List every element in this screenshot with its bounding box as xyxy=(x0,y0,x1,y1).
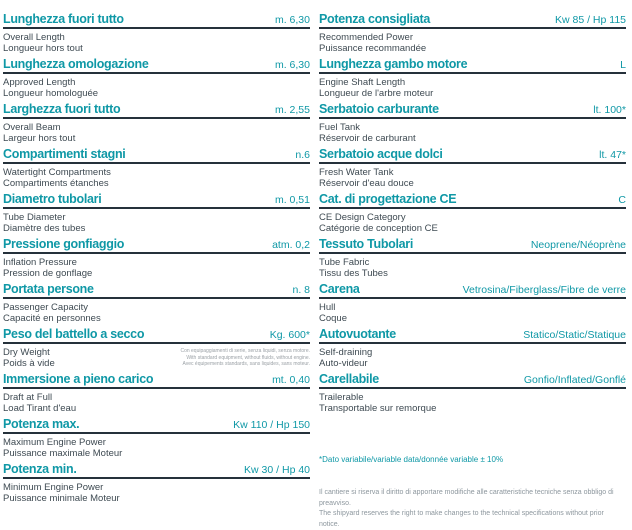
spec-row-draft xyxy=(3,372,310,417)
spec-value: Kw 30 / Hp 40 xyxy=(244,464,310,476)
spec-fr: Puissance maximale Moteur xyxy=(3,448,123,459)
spec-title: Carena xyxy=(319,282,360,296)
spec-title: Immersione a pieno carico xyxy=(3,372,154,386)
divider xyxy=(319,387,626,389)
divider xyxy=(3,432,310,434)
spec-title: Potenza max. xyxy=(3,417,80,431)
spec-title: Pressione gonfiaggio xyxy=(3,237,125,251)
spec-title: Cat. di progettazione CE xyxy=(319,192,457,206)
spec-title: Autovuotante xyxy=(319,327,396,341)
spec-fr: Tissu des Tubes xyxy=(319,268,388,279)
divider xyxy=(3,72,310,74)
spec-row-ce-category xyxy=(319,192,626,237)
spec-fr: Réservoir d'eau douce xyxy=(319,178,414,189)
spec-value: atm. 0,2 xyxy=(272,239,310,251)
spec-title: Peso del battello a secco xyxy=(3,327,145,341)
spec-row-tube-fabric xyxy=(319,237,626,282)
spec-en: Fresh Water Tank xyxy=(319,167,394,178)
spec-fr: Réservoir de carburant xyxy=(319,133,416,144)
spec-fr: Puissance minimale Moteur xyxy=(3,493,120,504)
divider xyxy=(319,162,626,164)
spec-row-shaft-length xyxy=(319,57,626,102)
spec-fr: Compartiments étanches xyxy=(3,178,109,189)
spec-title: Lunghezza omologazione xyxy=(3,57,149,71)
disclaimer-it: Il cantiere si riserva il diritto di apportare modifiche alle caratteristiche tecniche senza obbligo di preavviso. xyxy=(319,489,614,507)
spec-fr: Coque xyxy=(319,313,347,324)
spec-value: m. 6,30 xyxy=(274,14,310,26)
spec-en: Fuel Tank xyxy=(319,122,361,133)
spec-value: L xyxy=(620,59,626,71)
spec-en: Hull xyxy=(319,302,336,313)
divider xyxy=(319,72,626,74)
spec-title: Lunghezza fuori tutto xyxy=(3,12,124,26)
spec-title: Lunghezza gambo motore xyxy=(319,57,468,71)
divider xyxy=(3,252,310,254)
spec-en: Passenger Capacity xyxy=(3,302,89,313)
spec-fr: Pression de gonflage xyxy=(3,268,93,279)
spec-row-fuel-tank xyxy=(319,102,626,147)
divider xyxy=(3,477,310,479)
spec-fr: Longueur de l'arbre moteur xyxy=(319,88,434,99)
spec-value: lt. 100* xyxy=(593,104,626,116)
divider xyxy=(319,27,626,29)
spec-title: Diametro tubolari xyxy=(3,192,102,206)
divider xyxy=(3,207,310,209)
spec-value: Neoprene/Néoprène xyxy=(530,239,626,251)
spec-row-overall-beam xyxy=(3,102,310,147)
spec-en: Trailerable xyxy=(319,392,364,403)
spec-column-right xyxy=(319,12,626,530)
spec-en: Inflation Pressure xyxy=(3,257,77,268)
spec-en: Dry Weight xyxy=(3,347,50,358)
spec-title: Carellabile xyxy=(319,372,379,386)
divider xyxy=(3,387,310,389)
spec-row-passenger-capacity xyxy=(3,282,310,327)
spec-value: n.6 xyxy=(295,149,310,161)
divider xyxy=(3,27,310,29)
spec-row-hull xyxy=(319,282,626,327)
spec-value: Kg. 600* xyxy=(269,329,310,341)
spec-fr: Auto-videur xyxy=(319,358,368,369)
spec-row-trailerable xyxy=(319,372,626,417)
variable-data-footnote: *Dato variabile/variable data/donnée variable ± 10% xyxy=(319,455,504,464)
spec-en: Draft at Full xyxy=(3,392,53,403)
spec-en: CE Design Category xyxy=(319,212,406,223)
spec-en: Watertight Compartments xyxy=(3,167,111,178)
divider xyxy=(3,297,310,299)
spec-row-tube-diameter xyxy=(3,192,310,237)
spec-en: Maximum Engine Power xyxy=(3,437,106,448)
spec-value: Statico/Static/Statique xyxy=(523,329,626,341)
spec-fr: Longueur homologuée xyxy=(3,88,99,99)
spec-fr: Diamètre des tubes xyxy=(3,223,86,234)
divider xyxy=(319,297,626,299)
divider xyxy=(319,207,626,209)
spec-title: Compartimenti stagni xyxy=(3,147,126,161)
spec-title: Potenza consigliata xyxy=(319,12,430,26)
spec-row-inflation-pressure xyxy=(3,237,310,282)
disclaimer xyxy=(319,488,626,530)
spec-value: Gonfio/Inflated/Gonflé xyxy=(523,374,626,386)
spec-fr: Transportable sur remorque xyxy=(319,403,437,414)
spec-en: Tube Diameter xyxy=(3,212,66,223)
spec-column-left xyxy=(3,12,310,530)
spec-fr: Capacité en personnes xyxy=(3,313,101,324)
spec-value: m. 6,30 xyxy=(274,59,310,71)
divider xyxy=(3,117,310,119)
spec-title: Larghezza fuori tutto xyxy=(3,102,121,116)
spec-value: Vetrosina/Fiberglass/Fibre de verre xyxy=(462,284,626,296)
spec-row-max-power xyxy=(3,417,310,462)
spec-row-self-draining xyxy=(319,327,626,372)
dry-weight-footnote: Con equipaggiamenti di serie, senza liquidi, senza motore. With standard equipment, without fluids, without engine. Avec équipements standards, sans liquides, sans moteur. xyxy=(180,348,310,367)
spec-en: Recommended Power xyxy=(319,32,413,43)
spec-en: Overall Length xyxy=(3,32,65,43)
spec-title: Portata persone xyxy=(3,282,94,296)
spec-value: lt. 47* xyxy=(599,149,626,161)
divider xyxy=(3,162,310,164)
spec-title: Tessuto Tubolari xyxy=(319,237,414,251)
spec-fr: Puissance recommandée xyxy=(319,43,427,54)
spec-title: Serbatoio carburante xyxy=(319,102,439,116)
spec-fr: Catégorie de conception CE xyxy=(319,223,438,234)
spec-row-approved-length xyxy=(3,57,310,102)
spec-fr: Poids à vide xyxy=(3,358,55,369)
spec-row-dry-weight xyxy=(3,327,310,372)
spec-en: Self-draining xyxy=(319,347,373,358)
spec-row-fresh-water-tank xyxy=(319,147,626,192)
divider xyxy=(319,252,626,254)
spec-en: Minimum Engine Power xyxy=(3,482,104,493)
spec-row-min-power xyxy=(3,462,310,507)
divider xyxy=(319,342,626,344)
spec-fr: Load Tirant d'eau xyxy=(3,403,77,414)
spec-row-recommended-power xyxy=(319,12,626,57)
spec-row-overall-length xyxy=(3,12,310,57)
spec-en: Tube Fabric xyxy=(319,257,370,268)
spec-value: C xyxy=(618,194,626,206)
spec-value: Kw 110 / Hp 150 xyxy=(233,419,310,431)
spec-value: mt. 0,40 xyxy=(272,374,310,386)
spec-fr: Longueur hors tout xyxy=(3,43,83,54)
disclaimer-en: The shipyard reserves the right to make changes to the technical specifications without prior notice. xyxy=(319,510,604,528)
spec-title: Serbatoio acque dolci xyxy=(319,147,443,161)
spec-title: Potenza min. xyxy=(3,462,77,476)
spec-value: m. 2,55 xyxy=(274,104,310,116)
spec-en: Overall Beam xyxy=(3,122,61,133)
spec-value: n. 8 xyxy=(292,284,310,296)
spec-en: Engine Shaft Length xyxy=(319,77,406,88)
spec-fr: Largeur hors tout xyxy=(3,133,76,144)
spec-value: m. 0,51 xyxy=(274,194,310,206)
spec-value: Kw 85 / Hp 115 xyxy=(554,14,626,26)
divider xyxy=(319,117,626,119)
spec-en: Approved Length xyxy=(3,77,76,88)
spec-row-watertight-compartments xyxy=(3,147,310,192)
